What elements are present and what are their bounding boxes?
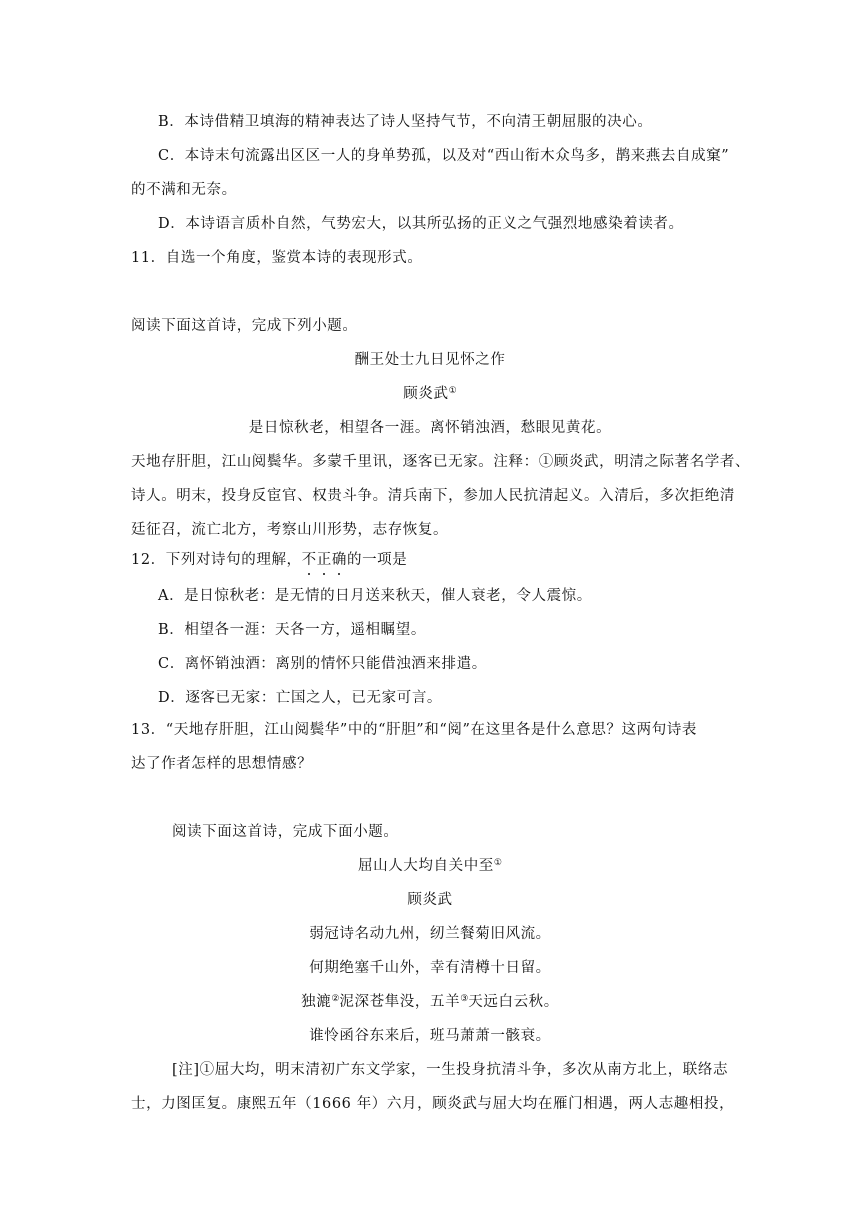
- poem2-title: 酬王处士九日见怀之作: [354, 352, 506, 368]
- emphasis-char: 正: [316, 552, 332, 568]
- q10-option-b: B．本诗借精卫填海的精神表达了诗人坚持气节，不向清王朝屈服的决心。: [158, 114, 653, 130]
- question-13-line1: 13．“天地存肝胆，江山阅鬓华”中的“肝胆”和“阅”在这里各是什么意思？这两句诗表: [131, 722, 698, 738]
- poem3-note-line2: 士，力图匡复。康熙五年（1666 年）六月，顾炎武与屈大均在雁门相遇，两人志趣相投，: [131, 1096, 735, 1112]
- footnote-marker: ①: [493, 858, 502, 868]
- poem3-title: [0, 856, 860, 876]
- footnote-marker: ③: [460, 994, 469, 1004]
- question-11: 11．自选一个角度，鉴赏本诗的表现形式。: [131, 250, 423, 266]
- question-13-line2: 达了作者怎样的思想情感？: [131, 756, 313, 772]
- poem2-intro: 阅读下面这首诗，完成下列小题。: [131, 318, 358, 334]
- emphasis-char: 不: [301, 552, 317, 568]
- poem2-line4: 廷征召，流亡北方，考察山川形势，志存恢复。: [131, 522, 449, 538]
- emphasis-char: 确: [331, 552, 347, 568]
- poem3-author: 顾炎武: [407, 892, 453, 908]
- q12-option-d: D．逐客已无家：亡国之人，已无家可言。: [158, 690, 443, 706]
- q12-stem-emphasis: [302, 552, 347, 568]
- poem3-line3: [0, 992, 860, 1012]
- poem3-title-text: 屈山人大均自关中至: [358, 858, 494, 874]
- poem3-line3-c: 天远白云秋。: [468, 994, 559, 1010]
- q12-option-b: B．相望各一涯：天各一方，遥相瞩望。: [158, 622, 426, 638]
- q12-stem-prefix: 12．下列对诗句的理解，: [131, 552, 302, 568]
- q10-option-c-line2: 的不满和无奈。: [131, 182, 237, 198]
- q12-stem-suffix: 的一项是: [346, 552, 408, 568]
- poem3-line1: 弱冠诗名动九州，纫兰餐菊旧风流。: [309, 926, 551, 942]
- poem2-line1: 是日惊秋老，相望各一涯。离怀销浊酒，愁眼见黄花。: [248, 420, 612, 436]
- q12-option-c: C．离怀销浊酒：离别的情怀只能借浊酒来排遣。: [158, 656, 487, 672]
- poem3-line3-b: 泥深苍隼没，五羊: [339, 994, 461, 1010]
- q10-option-d: D．本诗语言质朴自然，气势宏大，以其所弘扬的正义之气强烈地感染着读者。: [158, 216, 684, 232]
- poem3-line3-a: 独漉: [301, 994, 332, 1010]
- question-12-stem: [131, 550, 407, 570]
- poem3-intro: 阅读下面这首诗，完成下面小题。: [172, 824, 399, 840]
- poem2-author-name: 顾炎武: [403, 386, 449, 402]
- footnote-marker: ①: [448, 386, 457, 396]
- poem2-line2: 天地存肝胆，江山阅鬓华。多蒙千里讯，逐客已无家。注释：①顾炎武，明清之际著名学者、: [131, 454, 751, 470]
- q12-option-a: A．是日惊秋老：是无情的日月送来秋天，催人衰老，令人震惊。: [158, 588, 592, 604]
- poem3-line4: 谁怜函谷东来后，班马萧萧一骸衰。: [309, 1028, 551, 1044]
- poem2-line3: 诗人。明末，投身反宦官、权贵斗争。清兵南下，参加人民抗清起义。入清后，多次拒绝清: [131, 488, 735, 504]
- q10-option-c-line1: C．本诗末句流露出区区一人的身单势孤，以及对“西山衔木众鸟多，鹊来燕去自成窠”: [158, 148, 730, 164]
- poem3-note-line1: [注]①屈大均，明末清初广东文学家，一生投身抗清斗争，多次从南方北上，联络志: [172, 1062, 729, 1078]
- poem2-author: [0, 384, 860, 404]
- footnote-marker: ②: [331, 994, 340, 1004]
- poem3-line2: 何期绝塞千山外，幸有清樽十日留。: [309, 960, 551, 976]
